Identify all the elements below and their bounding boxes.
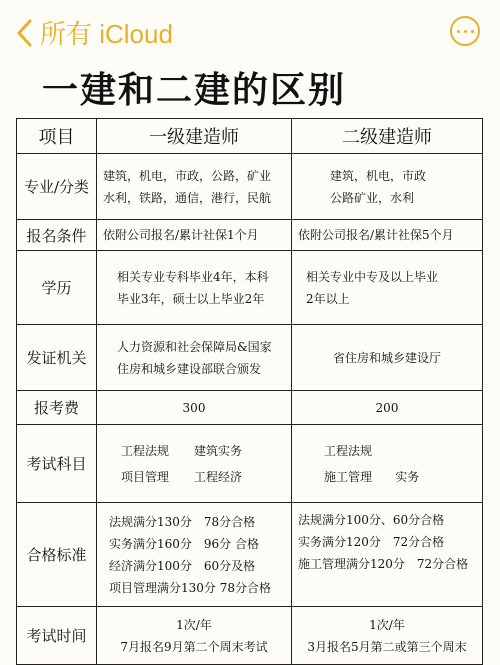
cell-text: 200 — [292, 391, 483, 425]
cell-line: 法规满分100分、60分合格 — [298, 513, 445, 527]
cell-line: 1次/年 — [176, 617, 212, 632]
cell-text: 省住房和城乡建设厅 — [292, 325, 483, 391]
table-row — [17, 503, 483, 607]
row-label: 报考费 — [17, 391, 97, 425]
subject: 项目管理 — [121, 469, 170, 484]
row-label: 考试科目 — [17, 425, 97, 503]
cell-text: 依附公司报名/累计社保1个月 — [97, 220, 292, 251]
row-label: 发证机关 — [17, 325, 97, 391]
row-label: 合格标准 — [17, 503, 97, 607]
row-label: 考试时间 — [17, 607, 97, 665]
cell-line: 2年以上 — [306, 291, 350, 306]
table-row — [17, 391, 483, 425]
cell-line: 建筑，机电，市政 — [330, 168, 427, 183]
row-label: 报名条件 — [17, 220, 97, 251]
cell-line: 水利，铁路，通信，港行，民航 — [103, 190, 272, 205]
cell-line: 实务满分120分 72分合格 — [298, 535, 445, 549]
subject: 建筑实务 — [194, 443, 243, 458]
chevron-left-icon — [16, 19, 32, 47]
table-row — [17, 607, 483, 665]
table-row — [17, 251, 483, 325]
cell-text: 300 — [97, 391, 292, 425]
header-first-class: 一级建造师 — [97, 119, 292, 154]
header-second-class: 二级建造师 — [292, 119, 483, 154]
cell-line: 人力资源和社会保障局&国家 — [117, 339, 272, 354]
subject: 施工管理 — [324, 469, 373, 484]
cell-line: 3月报名5月第二或第三个周末 — [307, 639, 467, 654]
cell-line: 公路矿业，水利 — [330, 190, 415, 205]
subject — [395, 440, 450, 462]
row-label: 专业/分类 — [17, 154, 97, 220]
subject: 工程法规 — [324, 443, 373, 458]
cell-line: 建筑，机电，市政，公路，矿业 — [103, 168, 272, 183]
table-row — [17, 220, 483, 251]
cell-line: 相关专业中专及以上毕业 — [306, 269, 439, 284]
cell-line: 7月报名9月第二个周末考试 — [120, 639, 268, 654]
table-header-row — [17, 119, 483, 154]
more-icon[interactable] — [450, 16, 480, 46]
table-row — [17, 425, 483, 503]
row-label: 学历 — [17, 251, 97, 325]
subject: 工程法规 — [121, 443, 170, 458]
cell-line: 毕业3年，硕士以上毕业2年 — [117, 291, 265, 306]
navigation-bar — [0, 0, 500, 64]
cell-line: 施工管理满分120分 72分合格 — [298, 557, 469, 571]
subject: 实务 — [395, 469, 420, 484]
cell-line: 相关专业专科毕业4年，本科 — [117, 269, 269, 284]
table-row — [17, 154, 483, 220]
subject: 工程经济 — [194, 469, 243, 484]
cell-line: 住房和城乡建设部联合颁发 — [117, 361, 262, 376]
cell-line: 经济满分100分 60分及格 — [109, 558, 256, 573]
header-item: 项目 — [17, 119, 97, 154]
table-row — [17, 325, 483, 391]
page-title: 一建和二建的区别 — [42, 70, 347, 111]
back-button[interactable] — [16, 14, 173, 51]
cell-text: 依附公司报名/累计社保5个月 — [292, 220, 483, 251]
cell-line: 项目管理满分130分 78分合格 — [109, 580, 271, 595]
comparison-table — [16, 118, 483, 665]
cell-line: 实务满分160分 96分 合格 — [109, 536, 259, 551]
cell-line: 1次/年 — [369, 617, 405, 632]
back-label: 所有 iCloud — [40, 19, 173, 49]
cell-line: 法规满分130分 78分合格 — [109, 514, 256, 529]
